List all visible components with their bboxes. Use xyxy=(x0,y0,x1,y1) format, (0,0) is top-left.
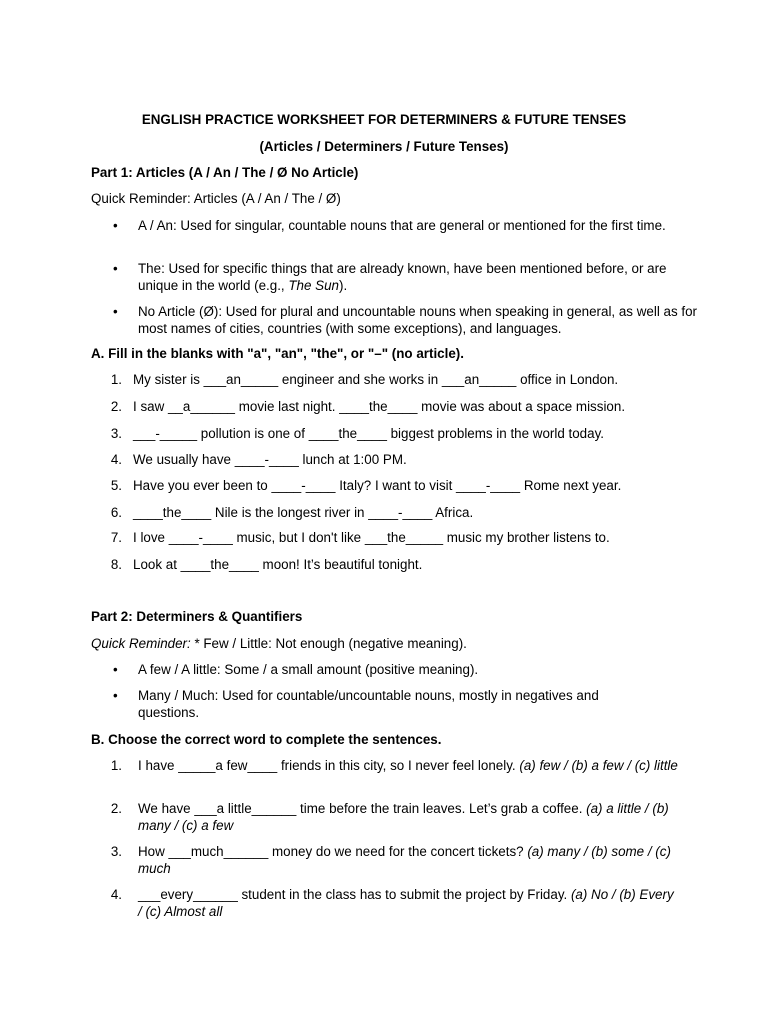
item-number: 4. xyxy=(110,887,122,902)
bullet-item: A few / A little: Some / a small amount (positive meaning). xyxy=(138,662,479,677)
item-number: 7. xyxy=(110,530,122,545)
exercise-item: We usually have ____-____ lunch at 1:00 PM. xyxy=(133,452,407,467)
bullet-item: The: Used for specific things that are already known, have been mentioned before, or are unique in the world (e.g., The Sun). xyxy=(138,261,667,293)
item-number: 4. xyxy=(110,452,122,467)
exercise-item: I saw __a______ movie last night. ____the____ movie was about a space mission. xyxy=(133,399,626,414)
item-number: 1. xyxy=(110,372,122,387)
item-number: 2. xyxy=(110,399,122,414)
exercise-item: Have you ever been to ____-____ Italy? I want to visit ____-____ Rome next year. xyxy=(133,478,622,493)
exercise-item: ___-_____ pollution is one of ____the____ biggest problems in the world today. xyxy=(133,426,604,441)
item-number: 2. xyxy=(110,801,122,816)
exercise-b-heading: B. Choose the correct word to complete the sentences. xyxy=(91,732,442,747)
bullet-item: No Article (Ø): Used for plural and uncountable nouns when speaking in general, as well as for most names of cities, countries (with some exceptions), and languages. xyxy=(138,304,697,336)
bullet-marker: • xyxy=(113,688,118,703)
bullet-item: Many / Much: Used for countable/uncountable nouns, mostly in negatives and questions. xyxy=(138,688,599,720)
item-number: 1. xyxy=(110,758,122,773)
part1-reminder: Quick Reminder: Articles (A / An / The / Ø) xyxy=(91,191,341,206)
bullet-marker: • xyxy=(113,662,118,677)
item-number: 3. xyxy=(110,844,122,859)
item-number: 6. xyxy=(110,505,122,520)
exercise-item: We have ___a little______ time before the train leaves. Let’s grab a coffee. (a) a little / (b) many / (c) a few xyxy=(138,801,669,833)
exercise-item: How ___much______ money do we need for the concert tickets? (a) many / (b) some / (c) much xyxy=(138,844,671,876)
exercise-item: ___every______ student in the class has to submit the project by Friday. (a) No / (b) Every / (c) Almost all xyxy=(138,887,674,919)
bullet-marker: • xyxy=(113,304,118,319)
exercise-item: My sister is ___an_____ engineer and she works in ___an_____ office in London. xyxy=(133,372,619,387)
bullet-item: A / An: Used for singular, countable nouns that are general or mentioned for the first time. xyxy=(138,218,666,233)
bullet-marker: • xyxy=(113,261,118,276)
page-title: ENGLISH PRACTICE WORKSHEET FOR DETERMINERS & FUTURE TENSES xyxy=(141,112,627,127)
exercise-item: I love ____-____ music, but I don't like ___the_____ music my brother listens to. xyxy=(133,530,610,545)
part2-reminder: Quick Reminder: * Few / Little: Not enough (negative meaning). xyxy=(91,636,467,651)
part2-heading: Part 2: Determiners & Quantifiers xyxy=(91,609,303,624)
page-subtitle: (Articles / Determiners / Future Tenses) xyxy=(259,139,509,154)
item-number: 8. xyxy=(110,557,122,572)
exercise-item: I have _____a few____ friends in this city, so I never feel lonely. (a) few / (b) a few / (c) little xyxy=(138,758,678,773)
item-number: 5. xyxy=(110,478,122,493)
exercise-item: Look at ____the____ moon! It’s beautiful tonight. xyxy=(133,557,423,572)
bullet-marker: • xyxy=(113,218,118,233)
part1-heading: Part 1: Articles (A / An / The / Ø No Article) xyxy=(91,165,359,180)
exercise-item: ____the____ Nile is the longest river in ____-____ Africa. xyxy=(133,505,474,520)
exercise-a-heading: A. Fill in the blanks with "a", "an", "the", or "–" (no article). xyxy=(91,346,464,361)
item-number: 3. xyxy=(110,426,122,441)
